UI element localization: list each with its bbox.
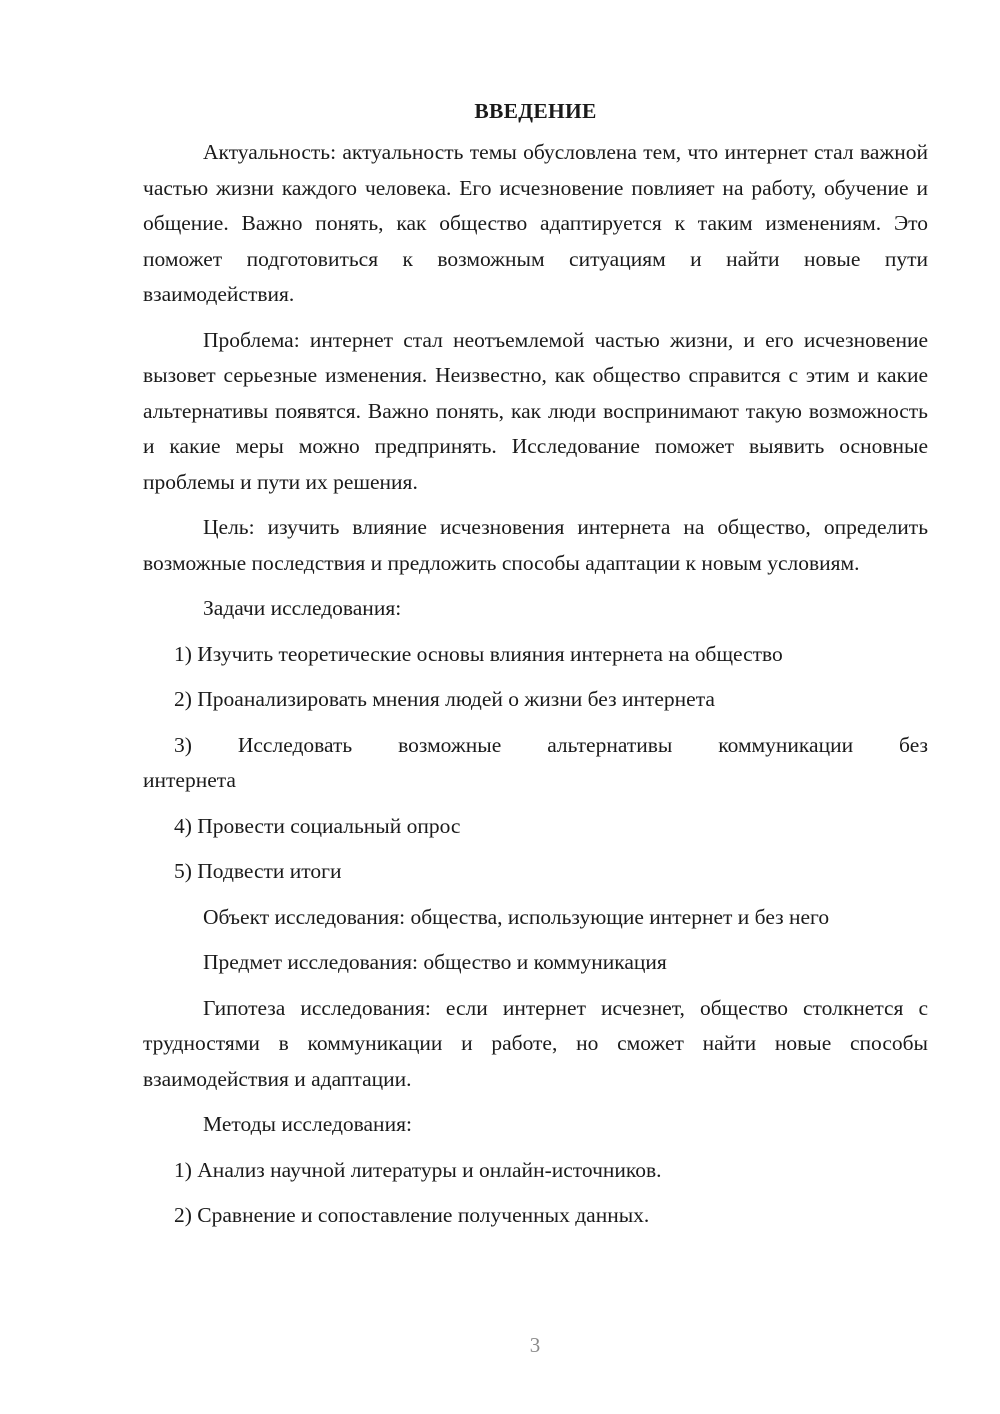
method-item-1: 1) Анализ научной литературы и онлайн-источников. [174, 1157, 662, 1182]
object-paragraph: Объект исследования: общества, использующие интернет и без него [203, 904, 830, 929]
document-body [143, 96, 928, 1244]
tasks-heading: Задачи исследования: [203, 596, 402, 620]
task-item-4: 4) Провести социальный опрос [174, 813, 461, 838]
page-title: ВВЕДЕНИЕ [474, 99, 597, 123]
goal-paragraph: Цель: изучить влияние исчезновения интернета на общество, определить возможные последствия и предложить способы адаптации к новым условиям. [143, 515, 928, 575]
relevance-paragraph: Актуальность: актуальность темы обусловлена тем, что интернет стал важной частью жизни каждого человека. Его исчезновение повлияет на работу, обучение и общение. Важно понять, как общество адаптируется к таким изменениям. Это поможет подготовиться к возможным ситуациям и найти новые пути взаимодействия. [143, 140, 928, 306]
method-item-2: 2) Сравнение и сопоставление полученных данных. [174, 1203, 650, 1227]
methods-heading: Методы исследования: [203, 1112, 412, 1136]
subject-paragraph: Предмет исследования: общество и коммуникация [203, 950, 667, 974]
task-item-2: 2) Проанализировать мнения людей о жизни без интернета [174, 687, 715, 711]
task-item-5: 5) Подвести итоги [174, 859, 342, 883]
hypothesis-paragraph: Гипотеза исследования: если интернет исчезнет, общество столкнется с трудностями в коммуникации и работе, но сможет найти новые способы взаимодействия и адаптации. [143, 995, 928, 1091]
problem-paragraph: Проблема: интернет стал неотъемлемой частью жизни, и его исчезновение вызовет серьезные изменения. Неизвестно, как общество справится с этим и какие альтернативы появятся. Важно понять, как люди воспринимают такую возможность и какие меры можно предпринять. Исследование поможет выявить основные проблемы и пути их решения. [143, 327, 928, 494]
page-number: 3 [529, 1333, 541, 1357]
task-item-3: 3) Исследовать возможные альтернативы коммуникации без интернета [143, 732, 928, 792]
task-item-1: 1) Изучить теоретические основы влияния интернета на общество [174, 641, 783, 666]
